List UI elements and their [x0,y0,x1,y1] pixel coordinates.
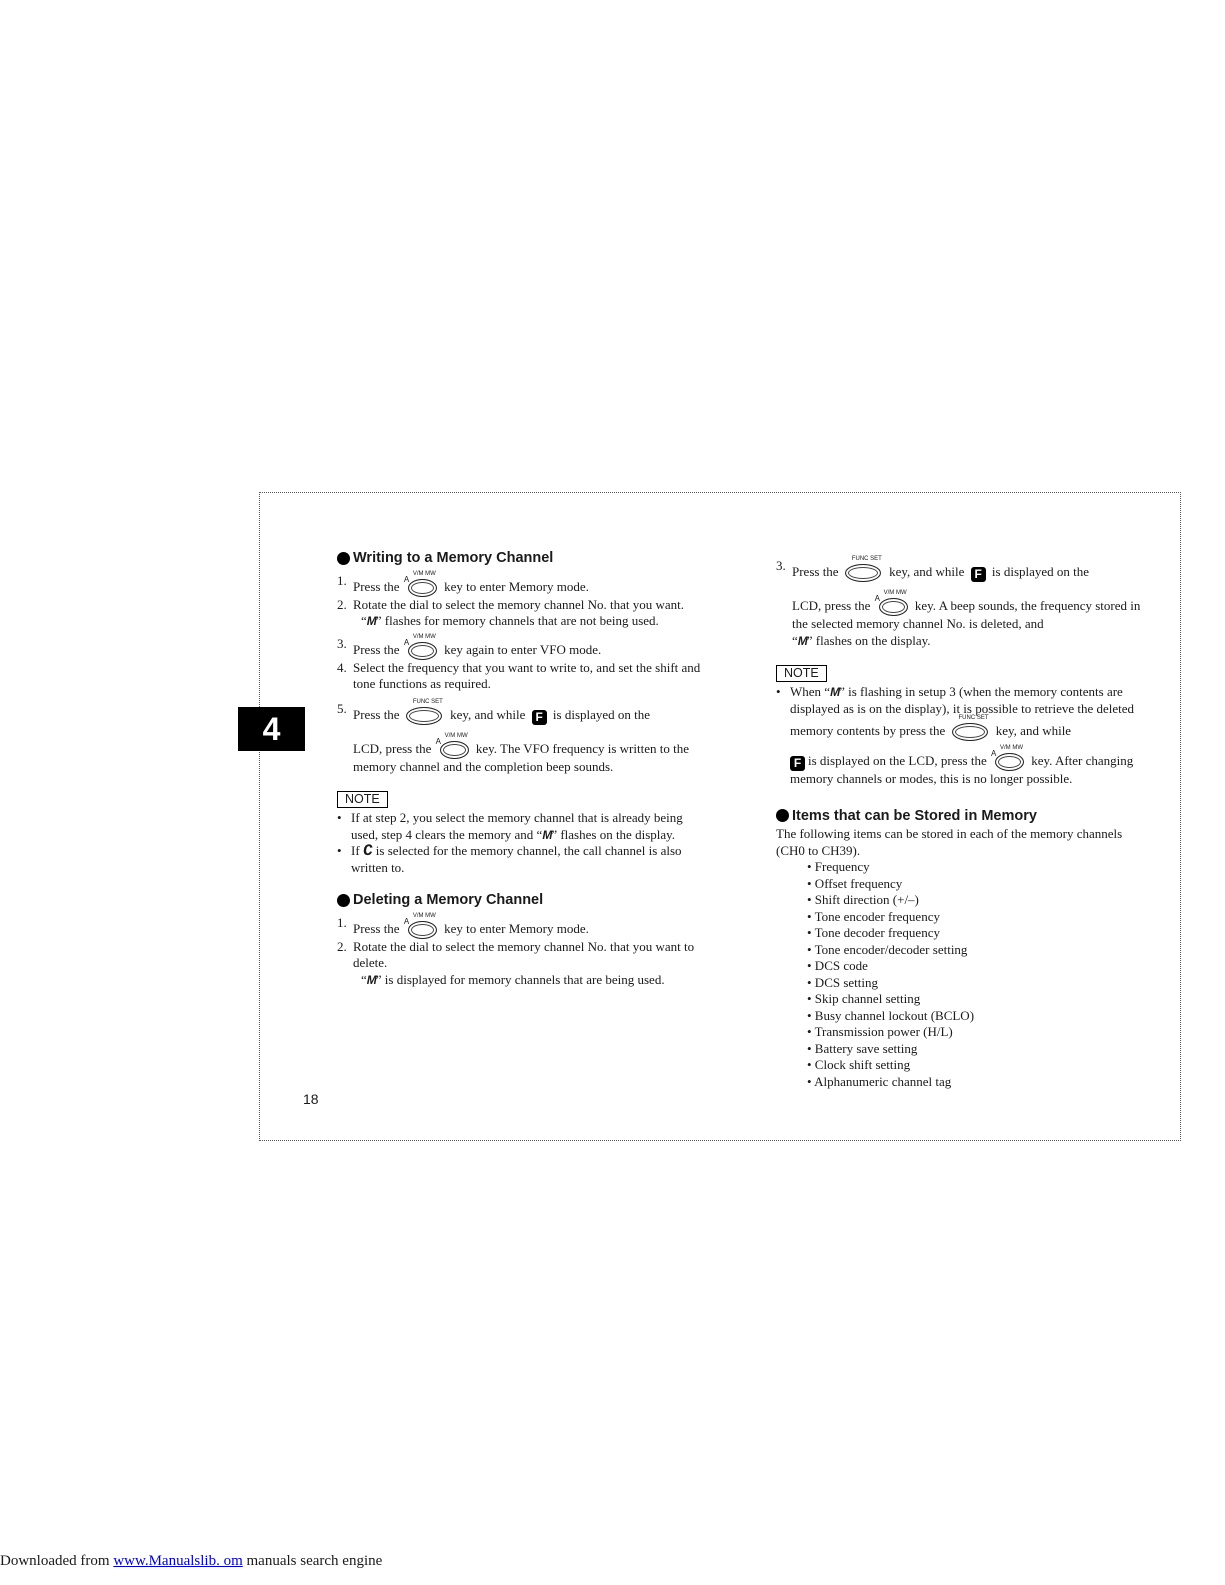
writing-step-5-cont: LCD, press the V/M MW A key. The VFO frequency is written to the memory channel and the completion beep sounds. [353,732,689,774]
list-item: • Busy channel lockout (BCLO) [807,1007,975,1023]
f-indicator-icon: F [790,756,805,771]
list-item: • Shift direction (+/–) [807,892,919,907]
m-indicator-icon: M [797,633,807,648]
list-item: • Battery save setting [807,1040,918,1056]
func-key-icon: FUNC SET [951,717,991,741]
writing-note-2: • If C is selected for the memory channel, the call channel is also written to. [337,842,682,875]
footer-link[interactable]: www.Manualslib. om [113,1553,243,1569]
vm-key-icon: V/M MW A [437,735,471,759]
section-heading-writing: Writing to a Memory Channel [337,550,702,567]
writing-step-1: 1. Press the V/M MW A key to enter Memory mode. [337,573,702,597]
vm-key-icon: V/M MW A [405,573,439,597]
writing-step-2: 2. Rotate the dial to select the memory channel No. that you want. [337,596,685,612]
deleting-step-3: 3. Press the FUNC SET key, and while F is displayed on the [776,556,1090,581]
deleting-step-2-note: “M” is displayed for memory channels that are being used. [361,971,665,987]
m-indicator-icon: M [830,685,840,699]
note-label: NOTE [337,791,388,808]
right-column [776,550,1146,1090]
items-intro: The following items can be stored in each of the memory channels (CH0 to CH39). [776,826,1123,858]
m-indicator-icon: M [366,614,376,628]
list-item: • Tone decoder frequency [807,925,940,940]
m-indicator-icon: M [366,972,376,987]
list-item: • Alphanumeric channel tag [807,1073,952,1089]
chapter-tab: 4 [238,707,305,751]
deleting-step-2: 2. Rotate the dial to select the memory channel No. that you want to delete. [337,938,695,970]
deleting-step-3-end: “M” flashes on the display. [792,632,931,648]
list-item: • Offset frequency [807,875,903,891]
list-item: • Tone encoder/decoder setting [807,941,968,957]
vm-key-icon: V/M MW A [405,915,439,939]
writing-step-4: 4. Select the frequency that you want to write to, and set the shift and tone functions as required. [337,659,701,691]
m-indicator-icon: M [542,827,552,842]
func-key-icon: FUNC SET [844,558,884,582]
writing-step-3: 3. Press the V/M MW A key again to enter VFO mode. [337,636,702,660]
bullet-dot-icon [776,809,789,822]
list-item: • Tone encoder frequency [807,908,940,924]
footer: Downloaded from www.Manualslib. om manuals search engine [0,1553,383,1569]
func-key-icon: FUNC SET [405,701,445,725]
writing-step-2-note: “M” flashes for memory channels that are not being used. [361,613,659,628]
call-channel-icon: C [361,842,374,860]
section-heading-items: Items that can be Stored in Memory [776,808,1146,825]
bullet-dot-icon [337,552,350,565]
left-column [337,550,702,988]
list-item: • Frequency [807,859,870,874]
list-item: • Transmission power (H/L) [807,1024,953,1039]
items-list [776,859,1146,1090]
list-item: • DCS setting [807,974,879,990]
vm-key-icon: V/M MW A [405,636,439,660]
vm-key-icon: V/M MW A [876,592,910,616]
note-label: NOTE [776,665,827,682]
deleting-step-3-cont: LCD, press the V/M MW A key. A beep sounds, the frequency stored in the selected memory channel No. is deleted, and [792,590,1141,631]
f-indicator-icon: F [971,567,986,582]
vm-key-icon: V/M MW A [992,747,1026,771]
deleting-note-1: • When “M” is flashing in setup 3 (when the memory contents are displayed as is on the display), it is possible to retrieve the deleted memory contents by press the FUNC SET key, and while [776,684,1146,741]
section-heading-deleting: Deleting a Memory Channel [337,892,702,909]
writing-step-5: 5. Press the FUNC SET key, and while F is displayed on the [337,698,651,724]
f-indicator-icon: F [532,710,547,725]
list-item: • Skip channel setting [807,991,921,1006]
bullet-dot-icon [337,894,350,907]
deleting-note-1-cont: F is displayed on the LCD, press the V/M MW A key. After changing memory channels or modes, this is no longer possible. [790,745,1134,786]
writing-note-1: • If at step 2, you select the memory channel that is already being used, step 4 clears the memory and “M” flashes on the display. [337,810,683,842]
list-item: • Clock shift setting [807,1057,911,1072]
page-number: 18 [303,1091,319,1107]
list-item: • DCS code [807,958,868,973]
deleting-step-1: 1. Press the V/M MW A key to enter Memory mode. [337,915,702,939]
